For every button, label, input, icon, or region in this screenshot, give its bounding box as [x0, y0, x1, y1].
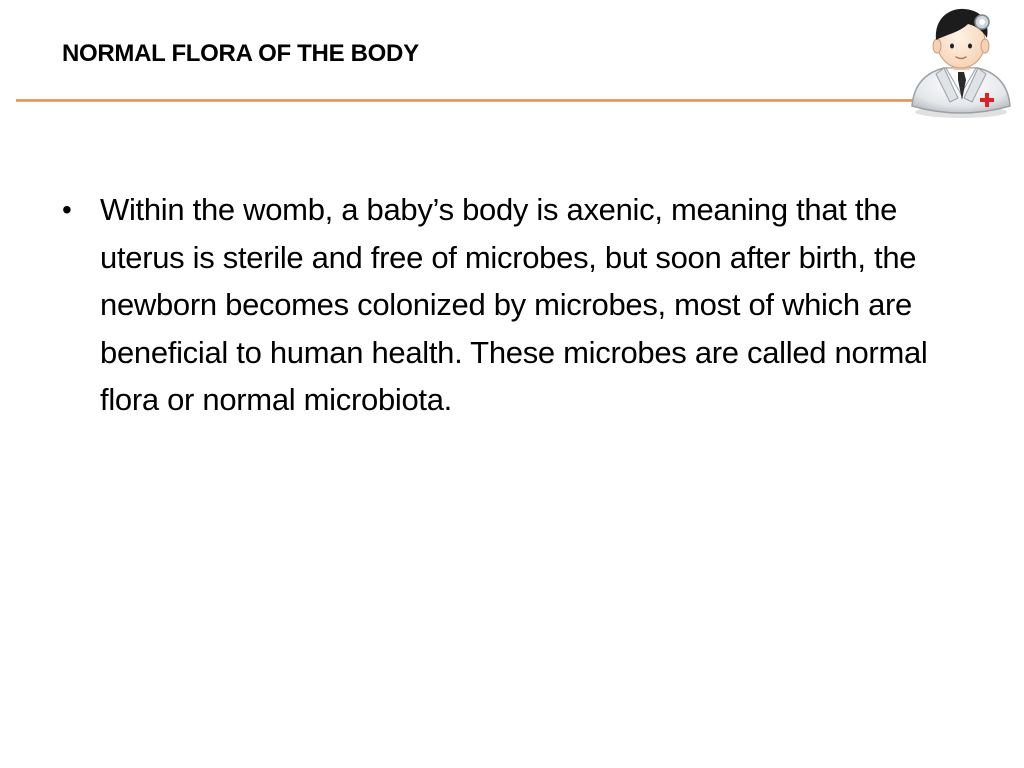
title-underline	[16, 99, 1002, 102]
slide-title: NORMAL FLORA OF THE BODY	[62, 40, 419, 67]
bullet-item	[62, 186, 962, 424]
bullet-list	[62, 186, 962, 424]
doctor-avatar-icon	[902, 2, 1020, 120]
bullet-text: Within the womb, a baby’s body is axenic, meaning that the uterus is sterile and free of microbes, but soon after birth, the newborn becomes colonized by microbes, most of which are beneficial to human health. These microbes are called normal flora or normal microbiota.	[100, 192, 928, 417]
bullet-marker: •	[62, 194, 72, 225]
